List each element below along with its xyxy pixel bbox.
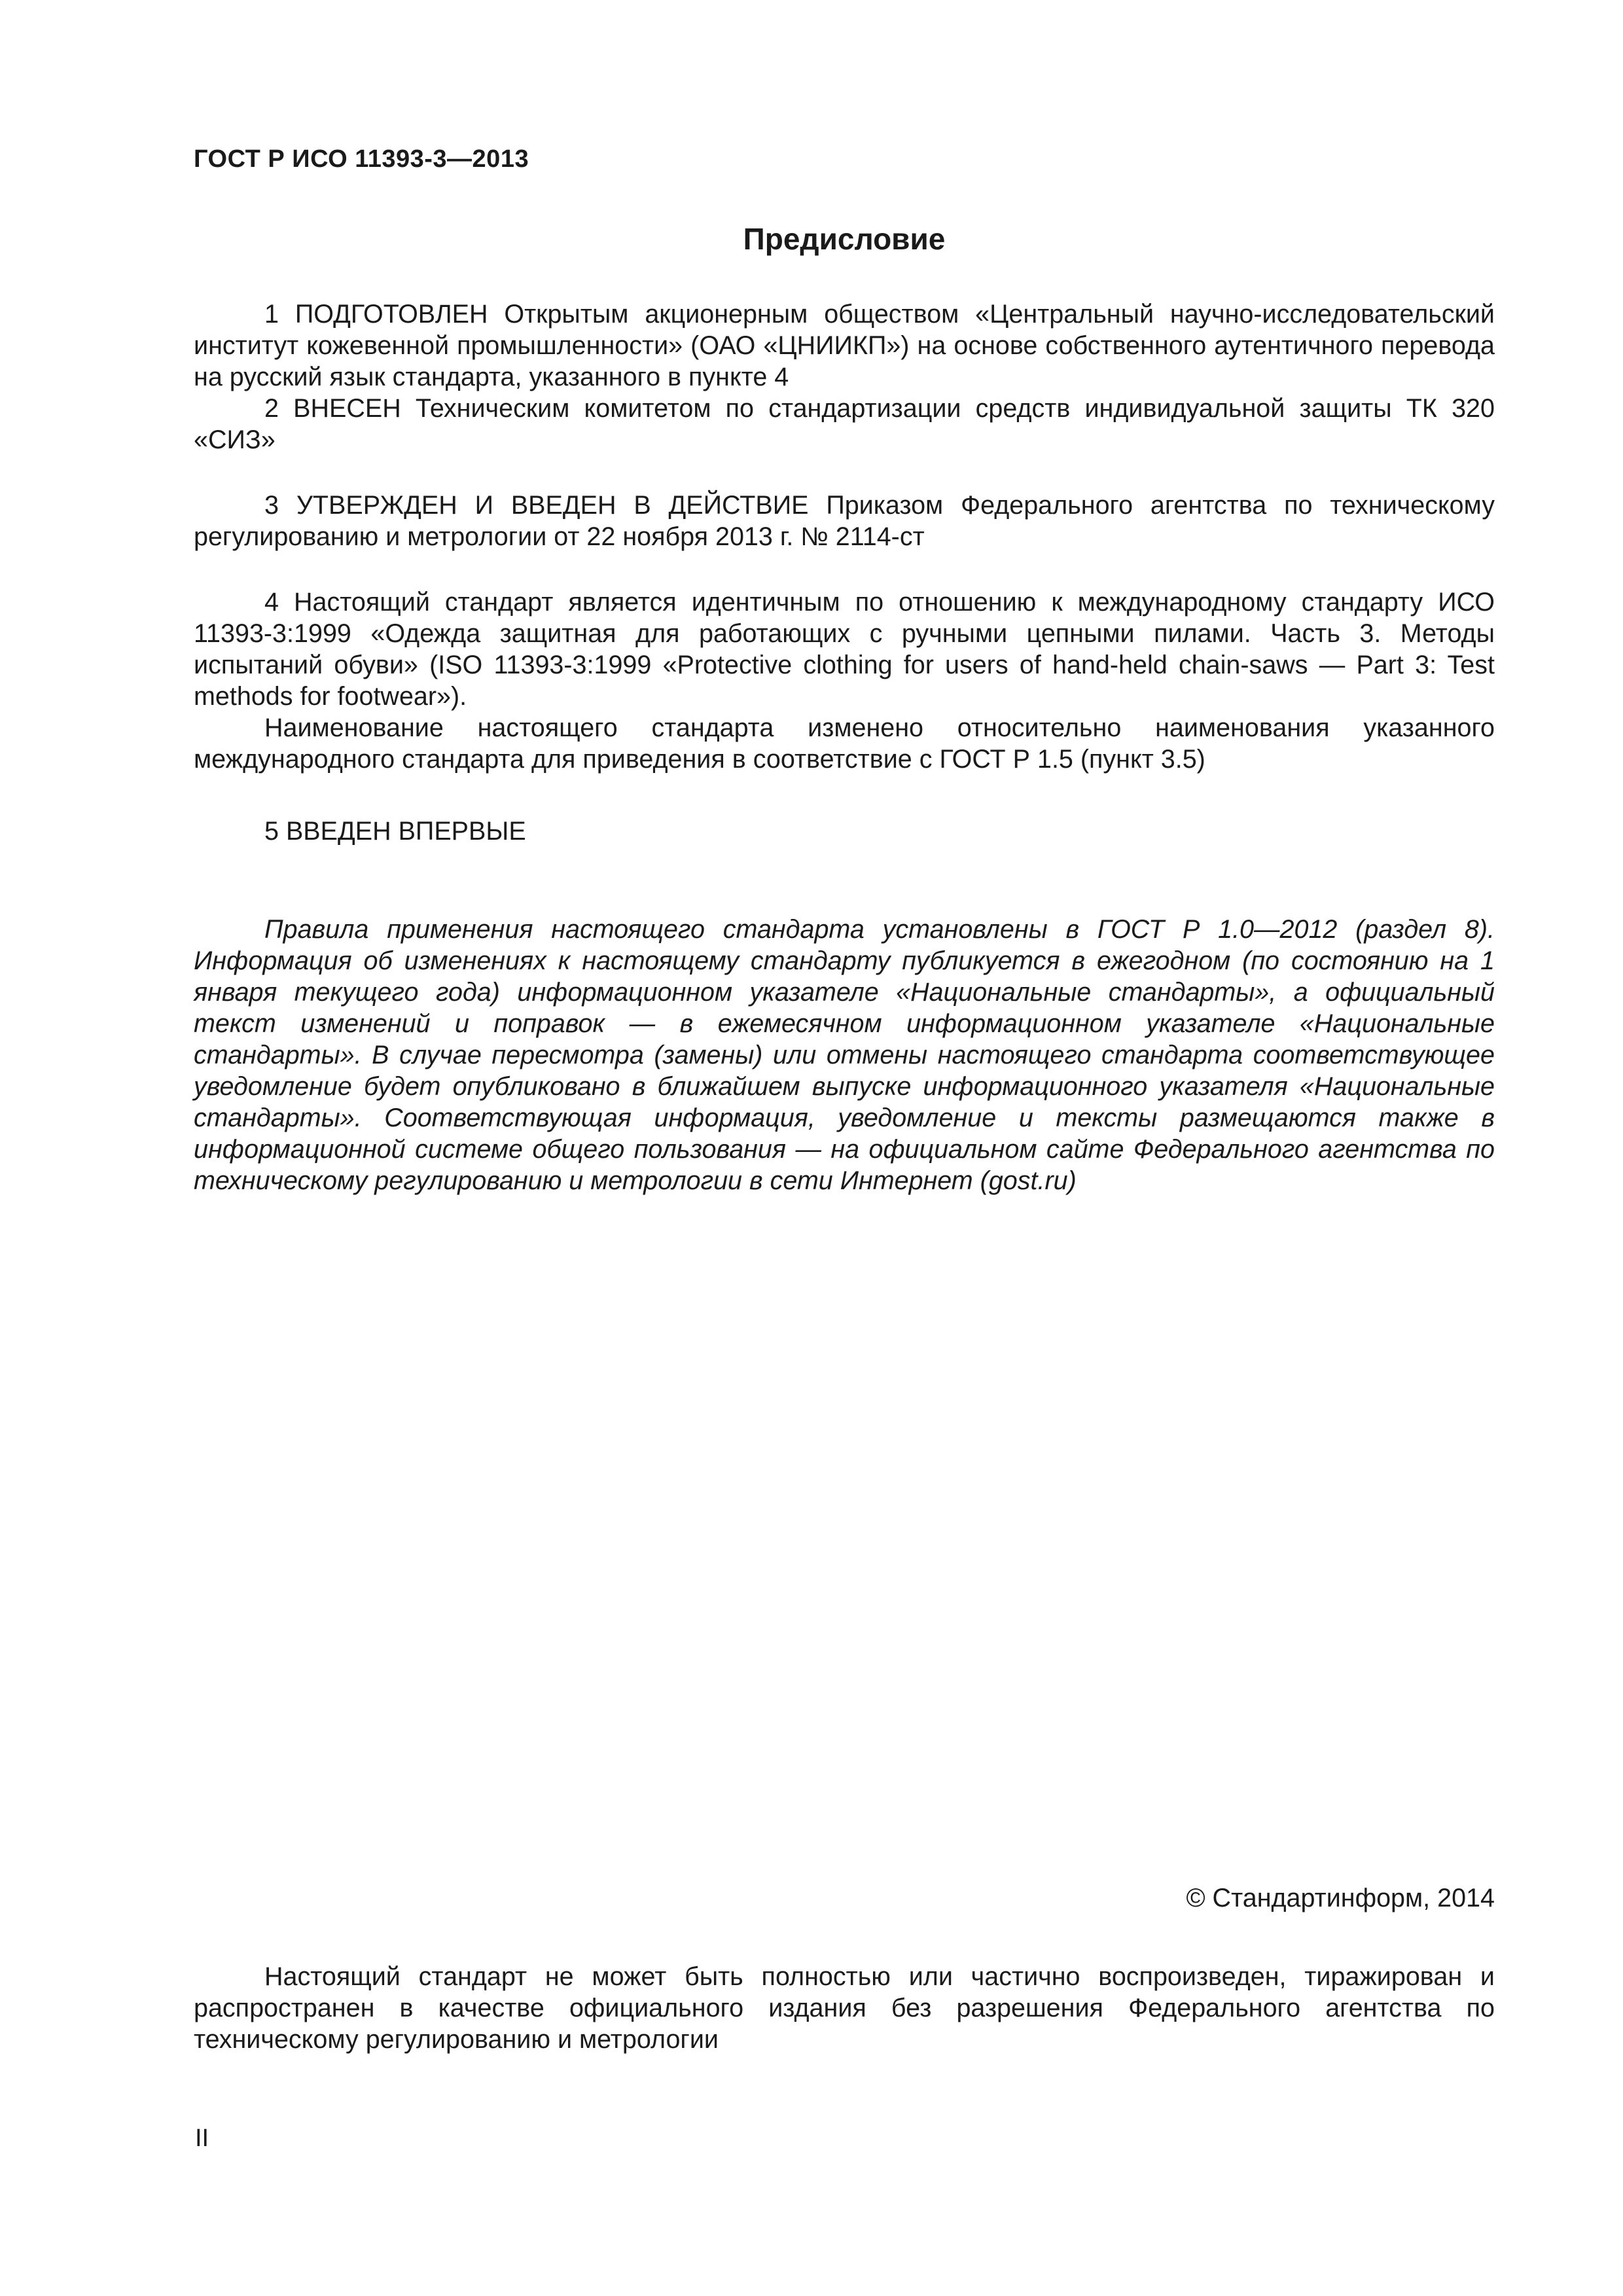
foreword-item-2-text: 2 ВНЕСЕН Техническим комитетом по стандартизации средств индивидуальной защиты ТК 320 «СИЗ» (194, 394, 1495, 454)
application-rules-notice-text: Правила применения настоящего стандарта установлены в ГОСТ Р 1.0—2012 (раздел 8). Информация об изменениях к настоящему стандарту публикуется в ежегодном (по состоянию на 1 января текущего года) информационном указателе «Национальные стандарты», а официальный текст изменений и поправок — в ежемесячном информационном указателе «Национальные стандарты». В случае пересмотра (замены) или отмены настоящего стандарта соответствующее уведомление будет опубликовано в ближайшем выпуске информационного указателя «Национальные стандарты». Соответствующая информация, уведомление и тексты размещаются также в информационной системе общего пользования — на официальном сайте Федерального агентства по техническому регулированию и метрологии в сети Интернет (gost.ru) (194, 915, 1495, 1195)
application-rules-notice (194, 914, 1495, 1196)
reproduction-notice (194, 1961, 1495, 2055)
reproduction-notice-text: Настоящий стандарт не может быть полностью или частично воспроизведен, тиражирован и распространен в качестве официального издания без разрешения Федерального агентства по техническому регулированию и метрологии (194, 1962, 1495, 2054)
foreword-item-3 (194, 490, 1495, 552)
copyright-line: © Стандартинформ, 2014 (1186, 1884, 1495, 1912)
foreword-item-1-text: 1 ПОДГОТОВЛЕН Открытым акционерным обществом «Центральный научно-исследовательский институт кожевенной промышленности» (ОАО «ЦНИИКП») на основе собственного аутентичного перевода на русский язык стандарта, указанного в пункте 4 (194, 300, 1495, 391)
foreword-item-2 (194, 393, 1495, 456)
foreword-item-5 (194, 816, 1495, 847)
page-number: II (195, 2125, 209, 2152)
foreword-item-4-note: Наименование настоящего стандарта изменено относительно наименования указанного международного стандарта для приведения в соответствие с ГОСТ Р 1.5 (пункт 3.5) (194, 713, 1495, 774)
foreword-item-5-text: 5 ВВЕДЕН ВПЕРВЫЕ (264, 817, 526, 846)
foreword-item-4 (194, 586, 1495, 775)
page-title: Предисловие (743, 222, 946, 256)
foreword-item-1 (194, 298, 1495, 393)
foreword-item-4-text: 4 Настоящий стандарт является идентичным по отношению к международному стандарту ИСО 11393-3:1999 «Одежда защитная для работающих с ручными цепными пилами. Часть 3. Методы испытаний обуви» (ISO 11393-3:1999 «Protective clothing for users of hand-held chain-saws — Part 3: Test methods for footwear»). (194, 588, 1495, 711)
standard-code-header: ГОСТ Р ИСО 11393-3—2013 (194, 145, 529, 173)
foreword-item-3-text: 3 УТВЕРЖДЕН И ВВЕДЕН В ДЕЙСТВИЕ Приказом Федерального агентства по техническому регулированию и метрологии от 22 ноября 2013 г. № 2114-ст (194, 491, 1495, 551)
